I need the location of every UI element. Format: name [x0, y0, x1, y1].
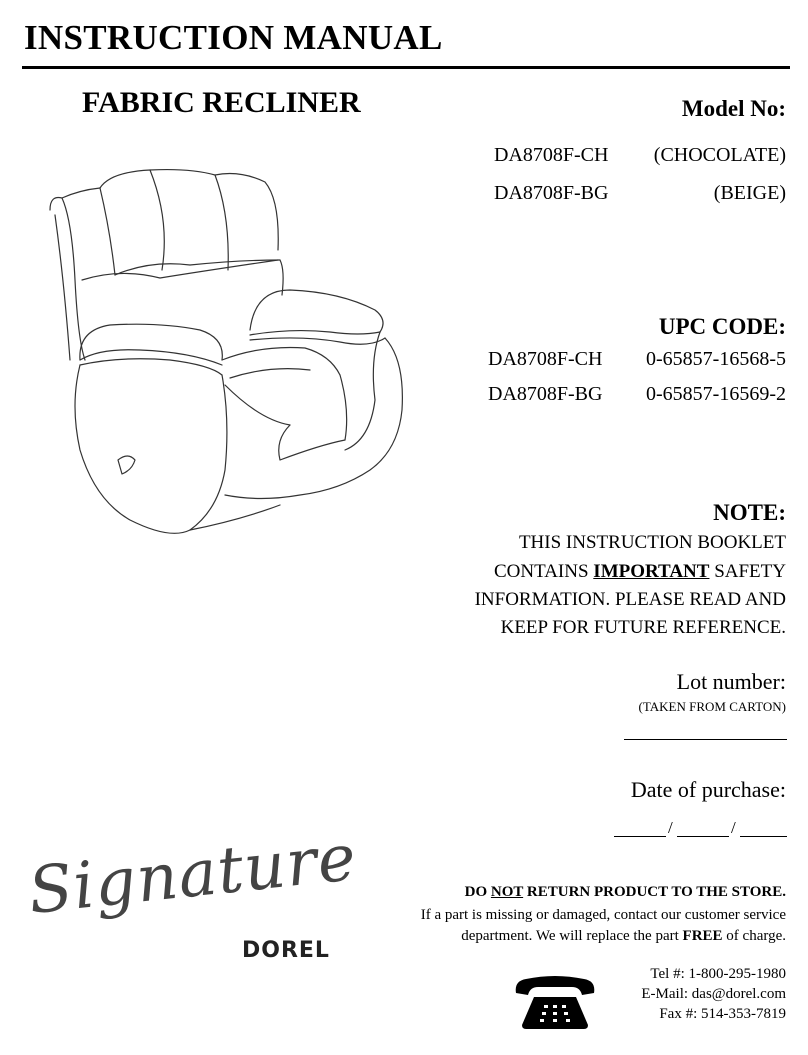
important-emphasis: IMPORTANT: [593, 561, 710, 582]
signature-logo-script: Signature: [25, 821, 361, 929]
telephone-icon: [512, 975, 598, 1031]
notice-text: department. We will replace the part: [461, 928, 683, 944]
upc-row: [488, 348, 786, 374]
recliner-illustration: [40, 160, 415, 545]
model-row: [494, 182, 786, 208]
phone-number: Tel #: 1-800-295-1980: [650, 966, 786, 982]
product-subtitle: FABRIC RECLINER: [82, 86, 361, 119]
notice-text: of charge.: [722, 928, 786, 944]
return-notice: [465, 884, 786, 901]
upc-value: 0-65857-16568-5: [646, 348, 786, 370]
email-address: E-Mail: das@dorel.com: [641, 986, 786, 1002]
dorel-logo: DOREL: [242, 938, 330, 963]
model-code: DA8708F-CH: [494, 144, 609, 166]
fax-number: Fax #: 514-353-7819: [659, 1006, 786, 1022]
date-separator: /: [731, 818, 736, 837]
model-color: (BEIGE): [713, 182, 786, 204]
upc-value: 0-65857-16569-2: [646, 383, 786, 405]
title-rule: [22, 66, 790, 69]
upc-heading: UPC CODE:: [658, 314, 786, 339]
notice-detail: [461, 928, 786, 945]
note-text: SAFETY: [709, 561, 786, 582]
model-code: DA8708F-BG: [494, 182, 609, 204]
note-heading: NOTE:: [713, 500, 786, 525]
model-heading: Model No:: [681, 96, 786, 121]
model-color: (CHOCOLATE): [653, 144, 786, 166]
notice-free: FREE: [682, 928, 723, 944]
upc-row: [488, 383, 786, 409]
notice-text: DO: [464, 884, 491, 900]
upc-model: DA8708F-BG: [488, 383, 603, 405]
notice-not: NOT: [490, 884, 524, 900]
lot-number-hint: (TAKEN FROM CARTON): [638, 699, 786, 714]
page-title: INSTRUCTION MANUAL: [24, 18, 443, 57]
date-year-field[interactable]: [740, 836, 787, 837]
note-line: THIS INSTRUCTION BOOKLET: [518, 532, 786, 553]
notice-detail: If a part is missing or damaged, contact our customer service: [420, 907, 786, 923]
notice-text: RETURN PRODUCT TO THE STORE.: [523, 884, 786, 900]
date-month-field[interactable]: [614, 836, 666, 837]
date-separator: /: [668, 818, 673, 837]
note-line: [494, 561, 786, 583]
note-text: CONTAINS: [494, 561, 594, 582]
lot-number-field[interactable]: [624, 739, 787, 740]
date-day-field[interactable]: [677, 836, 729, 837]
lot-number-label: Lot number:: [676, 669, 786, 694]
note-line: KEEP FOR FUTURE REFERENCE.: [500, 617, 786, 638]
note-line: INFORMATION. PLEASE READ AND: [474, 589, 786, 610]
purchase-date-label: Date of purchase:: [630, 777, 786, 802]
upc-model: DA8708F-CH: [488, 348, 603, 370]
model-row: [494, 144, 786, 170]
